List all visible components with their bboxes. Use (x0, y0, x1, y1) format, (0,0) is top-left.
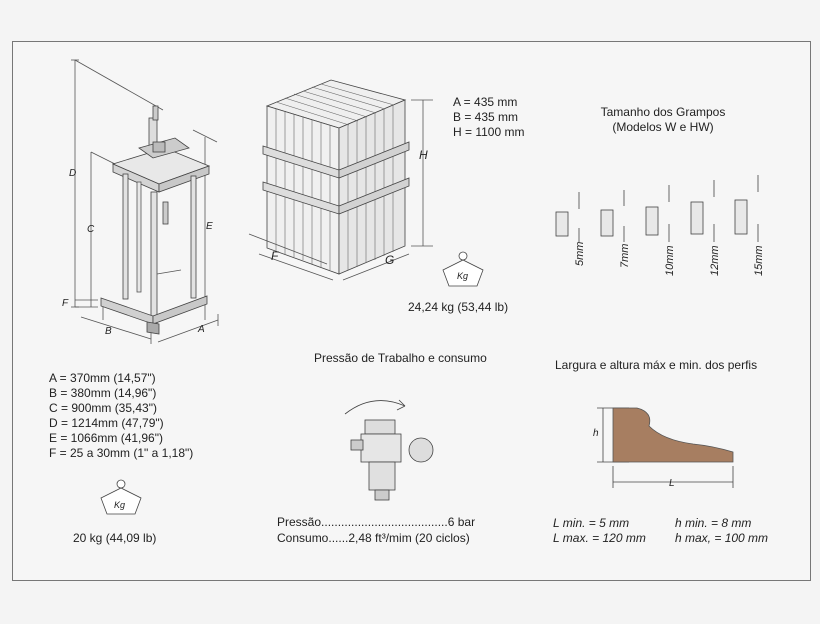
drawing-sheet (12, 41, 811, 581)
clamps-subtitle: (Modelos W e HW) (612, 120, 714, 134)
profile-l-max: L max. = 120 mm (553, 531, 646, 545)
dim-label-e: E (206, 221, 213, 232)
clamps-title: Tamanho dos Grampos (600, 105, 726, 119)
stand-dim-b: B = 380mm (14,96") (49, 386, 157, 400)
stand-weight: 20 kg (44,09 lb) (73, 531, 157, 545)
dim-label-d: D (69, 168, 77, 179)
clamp-size-15: 15mm (753, 245, 765, 276)
clamp-size-7: 7mm (619, 243, 631, 268)
stand-dim-f: F = 25 a 30mm (1" a 1,18") (49, 446, 194, 460)
pressure-line: Pressão......................................6 bar (277, 515, 476, 529)
crate-label-h: H (419, 148, 428, 162)
crate-label-g: G (385, 253, 395, 267)
crate-weight-unit: Kg (457, 271, 469, 281)
profile-l-min: L min. = 5 mm (553, 516, 630, 530)
stand-dim-e: E = 1066mm (41,96") (49, 431, 163, 445)
clamp-size-5: 5mm (574, 241, 586, 266)
profile-h-min: h min. = 8 mm (675, 516, 752, 530)
dim-label-a: A (198, 324, 205, 335)
profile-l-label: L (669, 478, 675, 489)
pressure-regulator-drawing (345, 400, 433, 500)
crate-dim-h: H = 1100 mm (453, 125, 525, 139)
crate-dim-b: B = 435 mm (453, 110, 519, 124)
consumption-line: Consumo......2,48 ft³/mim (20 ciclos) (277, 531, 470, 545)
crate-weight: 24,24 kg (53,44 lb) (408, 300, 509, 314)
dim-label-b: B (105, 326, 112, 337)
stand-weight-unit: Kg (114, 500, 126, 510)
wood-profile (613, 408, 733, 462)
profile-title: Largura e altura máx e min. dos perfis (555, 358, 758, 372)
profile-h-label: h (593, 428, 599, 439)
stand-dim-d: D = 1214mm (47,79") (49, 416, 164, 430)
clamp-size-12: 12mm (709, 245, 721, 276)
dim-label-f: F (62, 298, 69, 309)
clamp-size-10: 10mm (664, 245, 676, 276)
stand-dim-c: C = 900mm (35,43") (49, 401, 157, 415)
profile-dimension-drawing (597, 408, 733, 488)
profile-h-max: h max, = 100 mm (675, 531, 769, 545)
pressure-title: Pressão de Trabalho e consumo (314, 351, 487, 365)
clamp-sizes-drawing (556, 175, 758, 242)
machine-stand-drawing (71, 60, 218, 344)
crate-label-f: F (271, 249, 279, 263)
stand-dim-a: A = 370mm (14,57") (49, 371, 156, 385)
dim-label-c: C (87, 224, 95, 235)
crate-dim-a: A = 435 mm (453, 95, 518, 109)
